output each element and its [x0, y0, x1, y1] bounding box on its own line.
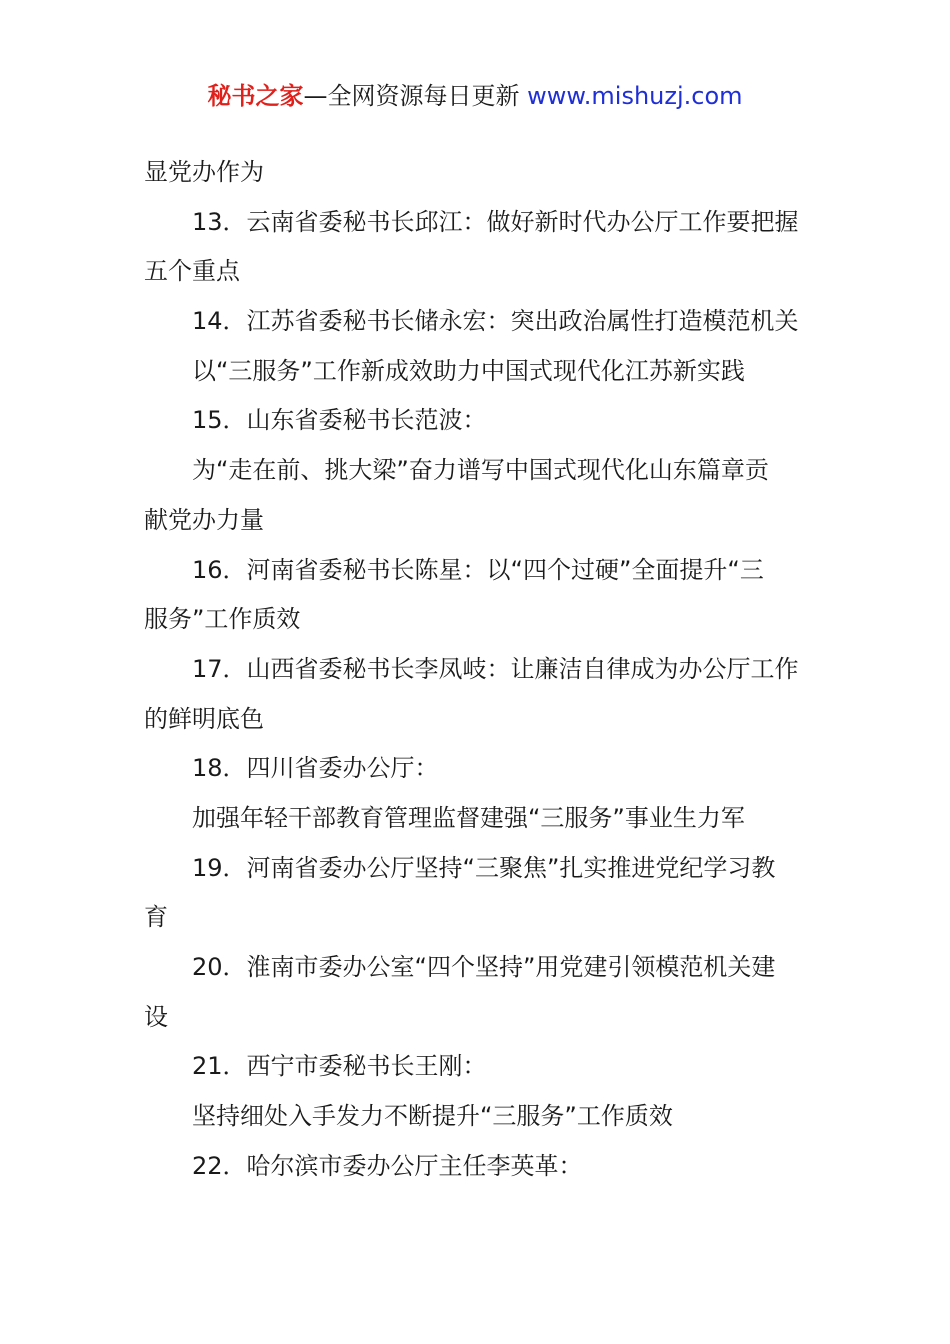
text-line: 14．江苏省委秘书长储永宏：突出政治属性打造模范机关 — [192, 307, 799, 336]
page-header — [0, 78, 950, 114]
text-line: 21．西宁市委秘书长王刚： — [192, 1052, 487, 1081]
text-line: 坚持细处入手发力不断提升“三服务”工作质效 — [192, 1102, 673, 1131]
text-line: 18．四川省委办公厅： — [192, 754, 439, 783]
text-line: 13．云南省委秘书长邱江：做好新时代办公厅工作要把握 — [192, 207, 799, 236]
document-body — [144, 148, 814, 1191]
text-line: 为“走在前、挑大梁”奋力谱写中国式现代化山东篇章贡 — [192, 456, 769, 485]
text-line: 显党办作为 — [144, 158, 264, 186]
text-line: 15．山东省委秘书长范波： — [192, 406, 487, 435]
text-line: 五个重点 — [144, 257, 240, 286]
text-line: 19．河南省委办公厅坚持“三聚焦”扎实推进党纪学习教 — [192, 853, 776, 882]
text-line: 17．山西省委秘书长李凤岐：让廉洁自律成为办公厅工作 — [192, 654, 799, 683]
text-line: 育 — [144, 903, 168, 932]
text-line: 16．河南省委秘书长陈星：以“四个过硬”全面提升“三 — [192, 555, 764, 584]
text-line: 的鲜明底色 — [144, 704, 264, 733]
site-url[interactable]: www.mishuzj.com — [527, 82, 743, 110]
site-tagline: —全网资源每日更新 — [303, 82, 520, 110]
text-line: 22．哈尔滨市委办公厅主任李英革： — [192, 1151, 583, 1180]
text-line: 服务”工作质效 — [144, 605, 301, 634]
text-line: 献党办力量 — [144, 505, 264, 534]
text-line: 20．淮南市委办公室“四个坚持”用党建引领模范机关建 — [192, 953, 776, 981]
text-line: 加强年轻干部教育管理监督建强“三服务”事业生力军 — [192, 803, 745, 832]
site-brand: 秘书之家 — [207, 82, 304, 110]
text-line: 以“三服务”工作新成效助力中国式现代化江苏新实践 — [192, 356, 745, 385]
text-line: 设 — [144, 1002, 168, 1031]
